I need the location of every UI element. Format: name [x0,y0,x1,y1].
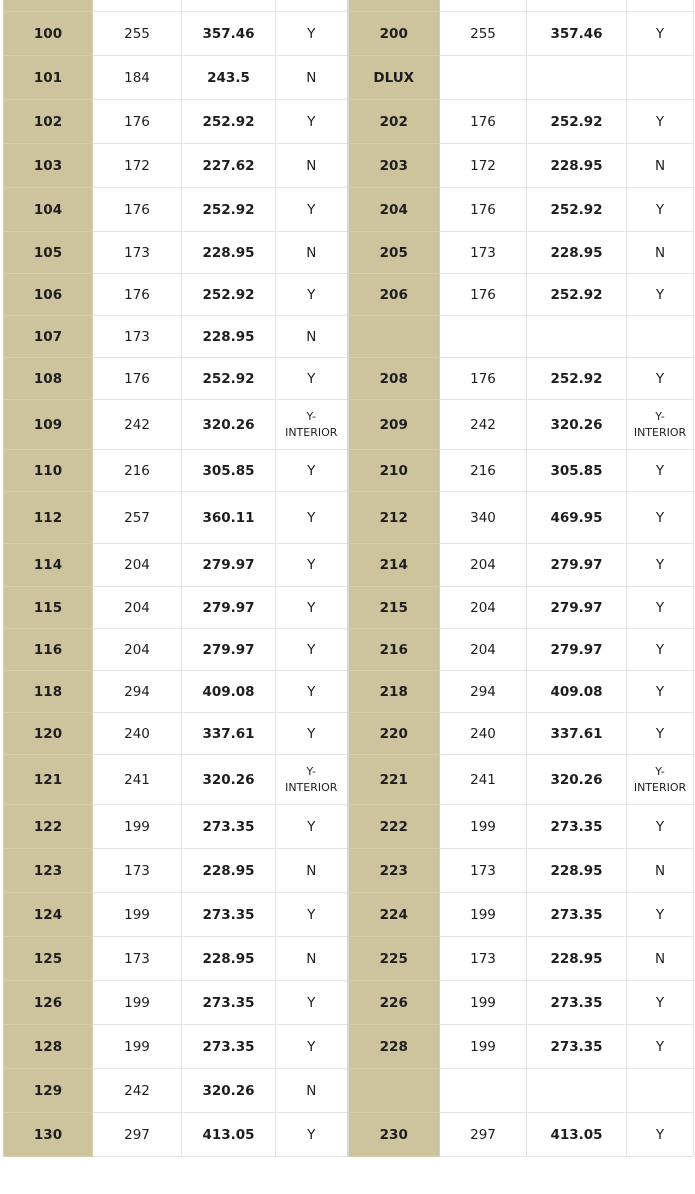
right-rate-value: 279.97 [527,629,627,671]
left-rate-value: 320.26 [182,400,276,450]
table-row [4,755,694,805]
left-room-number: 121 [4,755,93,805]
right-area-value [440,56,527,100]
header-cell [4,0,93,12]
right-area-value: 176 [440,358,527,400]
left-rate-value: 252.92 [182,188,276,232]
right-room-number: 218 [348,671,440,713]
left-room-number: 112 [4,492,93,544]
left-area-value: 199 [93,981,182,1025]
left-area-value: 199 [93,893,182,937]
right-area-value: 173 [440,232,527,274]
right-area-value: 176 [440,188,527,232]
left-flag-value: Y [276,358,348,400]
right-rate-value: 228.95 [527,232,627,274]
left-area-value: 240 [93,713,182,755]
right-room-number: 221 [348,755,440,805]
right-room-number: 210 [348,450,440,492]
left-area-value: 176 [93,274,182,316]
left-rate-value: 252.92 [182,100,276,144]
right-area-value: 199 [440,981,527,1025]
header-cell [276,0,348,12]
left-area-value: 241 [93,755,182,805]
left-area-value: 204 [93,544,182,587]
left-flag-value: N [276,144,348,188]
right-flag-value: Y [627,492,694,544]
right-flag-value: Y [627,1025,694,1069]
right-rate-value: 357.46 [527,12,627,56]
table-row [4,544,694,587]
right-flag-value: Y [627,274,694,316]
left-flag-value: Y [276,629,348,671]
table-row [4,629,694,671]
right-flag-value: Y [627,544,694,587]
left-area-value: 242 [93,400,182,450]
right-flag-value: Y [627,12,694,56]
right-room-number: 204 [348,188,440,232]
right-flag-value: Y [627,188,694,232]
right-room-number: 220 [348,713,440,755]
right-flag-value [627,316,694,358]
left-rate-value: 273.35 [182,1025,276,1069]
left-rate-value: 360.11 [182,492,276,544]
right-rate-value: 228.95 [527,849,627,893]
right-rate-value: 252.92 [527,358,627,400]
left-rate-value: 227.62 [182,144,276,188]
right-flag-value: Y [627,893,694,937]
right-flag-value: N [627,144,694,188]
left-room-number: 115 [4,587,93,629]
right-area-value: 176 [440,274,527,316]
table-row [4,1069,694,1113]
table-row [4,849,694,893]
right-flag-value: Y [627,587,694,629]
left-flag-value: N [276,1069,348,1113]
left-rate-value: 409.08 [182,671,276,713]
table-row [4,981,694,1025]
right-area-value [440,316,527,358]
left-flag-value: N [276,316,348,358]
left-room-number: 101 [4,56,93,100]
right-rate-value: 252.92 [527,274,627,316]
left-room-number: 108 [4,358,93,400]
left-room-number: 110 [4,450,93,492]
right-area-value: 199 [440,893,527,937]
left-room-number: 100 [4,12,93,56]
left-flag-value: Y [276,188,348,232]
right-room-number: 225 [348,937,440,981]
left-room-number: 124 [4,893,93,937]
right-room-number: 215 [348,587,440,629]
left-rate-value: 252.92 [182,274,276,316]
right-rate-value: 469.95 [527,492,627,544]
left-flag-value: Y [276,981,348,1025]
right-area-value: 173 [440,849,527,893]
table-row [4,1113,694,1157]
left-rate-value: 252.92 [182,358,276,400]
right-rate-value: 320.26 [527,400,627,450]
left-flag-value: Y- INTERIOR [276,755,348,805]
table-row [4,713,694,755]
right-rate-value: 273.35 [527,1025,627,1069]
table-row [4,12,694,56]
left-area-value: 216 [93,450,182,492]
left-rate-value: 228.95 [182,232,276,274]
left-flag-value: Y [276,450,348,492]
room-rate-table [3,0,694,1157]
table-row [4,144,694,188]
left-flag-value: Y [276,893,348,937]
left-flag-value: Y [276,492,348,544]
left-flag-value: N [276,56,348,100]
header-row-cut [4,0,694,12]
left-room-number: 123 [4,849,93,893]
right-rate-value [527,1069,627,1113]
left-area-value: 297 [93,1113,182,1157]
right-flag-value: Y [627,1113,694,1157]
right-area-value: 241 [440,755,527,805]
right-area-value: 240 [440,713,527,755]
right-room-number: 205 [348,232,440,274]
left-rate-value: 320.26 [182,755,276,805]
right-area-value: 204 [440,629,527,671]
left-room-number: 126 [4,981,93,1025]
right-flag-value: Y- INTERIOR [627,400,694,450]
left-area-value: 242 [93,1069,182,1113]
right-area-value: 199 [440,1025,527,1069]
left-area-value: 199 [93,805,182,849]
table-row [4,100,694,144]
right-rate-value: 279.97 [527,587,627,629]
right-area-value: 340 [440,492,527,544]
right-room-number: 230 [348,1113,440,1157]
table-row [4,587,694,629]
right-flag-value [627,56,694,100]
right-flag-value: Y [627,100,694,144]
left-rate-value: 273.35 [182,981,276,1025]
left-room-number: 128 [4,1025,93,1069]
right-rate-value: 337.61 [527,713,627,755]
left-area-value: 204 [93,629,182,671]
left-room-number: 122 [4,805,93,849]
table-row [4,274,694,316]
left-room-number: 120 [4,713,93,755]
table-row [4,1025,694,1069]
table-row [4,805,694,849]
right-room-number: 216 [348,629,440,671]
right-flag-value [627,1069,694,1113]
right-room-number: 222 [348,805,440,849]
left-room-number: 130 [4,1113,93,1157]
left-flag-value: Y [276,805,348,849]
right-flag-value: Y [627,358,694,400]
table-row [4,358,694,400]
header-cell [440,0,527,12]
right-rate-value: 273.35 [527,981,627,1025]
right-flag-value: Y [627,713,694,755]
left-flag-value: N [276,937,348,981]
left-flag-value: Y [276,1113,348,1157]
right-flag-value: N [627,232,694,274]
right-room-number: 214 [348,544,440,587]
right-flag-value: Y [627,981,694,1025]
right-area-value: 172 [440,144,527,188]
left-room-number: 129 [4,1069,93,1113]
left-rate-value: 279.97 [182,629,276,671]
table-row [4,56,694,100]
left-rate-value: 228.95 [182,937,276,981]
right-area-value: 204 [440,587,527,629]
right-flag-value: Y [627,805,694,849]
left-flag-value: Y [276,12,348,56]
header-cell [93,0,182,12]
right-room-number: 228 [348,1025,440,1069]
right-rate-value: 273.35 [527,893,627,937]
left-area-value: 257 [93,492,182,544]
right-flag-value: Y [627,671,694,713]
right-rate-value: 320.26 [527,755,627,805]
header-cell [627,0,694,12]
left-rate-value: 279.97 [182,587,276,629]
left-flag-value: Y [276,544,348,587]
table-row [4,232,694,274]
right-flag-value: N [627,937,694,981]
left-rate-value: 305.85 [182,450,276,492]
left-flag-value: Y [276,713,348,755]
right-room-number: 203 [348,144,440,188]
left-room-number: 114 [4,544,93,587]
table-row [4,492,694,544]
right-flag-value: Y [627,450,694,492]
left-flag-value: Y [276,1025,348,1069]
right-rate-value: 252.92 [527,188,627,232]
left-flag-value: Y [276,100,348,144]
left-flag-value: Y [276,274,348,316]
right-rate-value [527,316,627,358]
left-rate-value: 337.61 [182,713,276,755]
left-area-value: 199 [93,1025,182,1069]
left-room-number: 107 [4,316,93,358]
right-room-number: 223 [348,849,440,893]
table-row [4,188,694,232]
left-flag-value: Y [276,587,348,629]
table-row [4,893,694,937]
left-area-value: 255 [93,12,182,56]
right-rate-value: 279.97 [527,544,627,587]
right-rate-value: 273.35 [527,805,627,849]
left-flag-value: N [276,232,348,274]
right-room-number: DLUX [348,56,440,100]
left-flag-value: N [276,849,348,893]
right-flag-value: Y [627,629,694,671]
right-area-value: 204 [440,544,527,587]
left-area-value: 294 [93,671,182,713]
left-room-number: 102 [4,100,93,144]
table-row [4,450,694,492]
right-room-number [348,316,440,358]
left-room-number: 104 [4,188,93,232]
right-area-value: 294 [440,671,527,713]
right-room-number: 209 [348,400,440,450]
right-area-value: 199 [440,805,527,849]
header-cell [527,0,627,12]
left-room-number: 105 [4,232,93,274]
left-room-number: 116 [4,629,93,671]
left-rate-value: 228.95 [182,316,276,358]
right-rate-value: 228.95 [527,144,627,188]
right-area-value: 173 [440,937,527,981]
left-flag-value: Y- INTERIOR [276,400,348,450]
table-row [4,400,694,450]
left-room-number: 103 [4,144,93,188]
right-rate-value: 228.95 [527,937,627,981]
left-area-value: 173 [93,316,182,358]
right-rate-value: 409.08 [527,671,627,713]
right-room-number: 224 [348,893,440,937]
table-body [4,0,694,1157]
right-area-value: 297 [440,1113,527,1157]
left-rate-value: 243.5 [182,56,276,100]
left-flag-value: Y [276,671,348,713]
header-cell [182,0,276,12]
left-room-number: 125 [4,937,93,981]
left-room-number: 109 [4,400,93,450]
header-cell [348,0,440,12]
table-row [4,937,694,981]
right-area-value: 255 [440,12,527,56]
right-room-number: 208 [348,358,440,400]
right-flag-value: N [627,849,694,893]
right-area-value [440,1069,527,1113]
right-rate-value: 305.85 [527,450,627,492]
left-area-value: 172 [93,144,182,188]
right-area-value: 216 [440,450,527,492]
left-rate-value: 273.35 [182,805,276,849]
right-room-number: 206 [348,274,440,316]
right-room-number: 226 [348,981,440,1025]
right-area-value: 176 [440,100,527,144]
right-room-number: 200 [348,12,440,56]
right-rate-value: 252.92 [527,100,627,144]
left-area-value: 176 [93,358,182,400]
left-rate-value: 320.26 [182,1069,276,1113]
right-room-number: 202 [348,100,440,144]
right-room-number [348,1069,440,1113]
left-area-value: 173 [93,232,182,274]
left-rate-value: 413.05 [182,1113,276,1157]
right-flag-value: Y- INTERIOR [627,755,694,805]
left-area-value: 173 [93,849,182,893]
left-rate-value: 228.95 [182,849,276,893]
left-rate-value: 357.46 [182,12,276,56]
left-area-value: 184 [93,56,182,100]
left-room-number: 118 [4,671,93,713]
table-row [4,671,694,713]
table-row [4,316,694,358]
right-area-value: 242 [440,400,527,450]
left-rate-value: 279.97 [182,544,276,587]
left-area-value: 176 [93,100,182,144]
right-room-number: 212 [348,492,440,544]
right-rate-value: 413.05 [527,1113,627,1157]
left-area-value: 204 [93,587,182,629]
left-area-value: 176 [93,188,182,232]
left-rate-value: 273.35 [182,893,276,937]
left-room-number: 106 [4,274,93,316]
left-area-value: 173 [93,937,182,981]
right-rate-value [527,56,627,100]
